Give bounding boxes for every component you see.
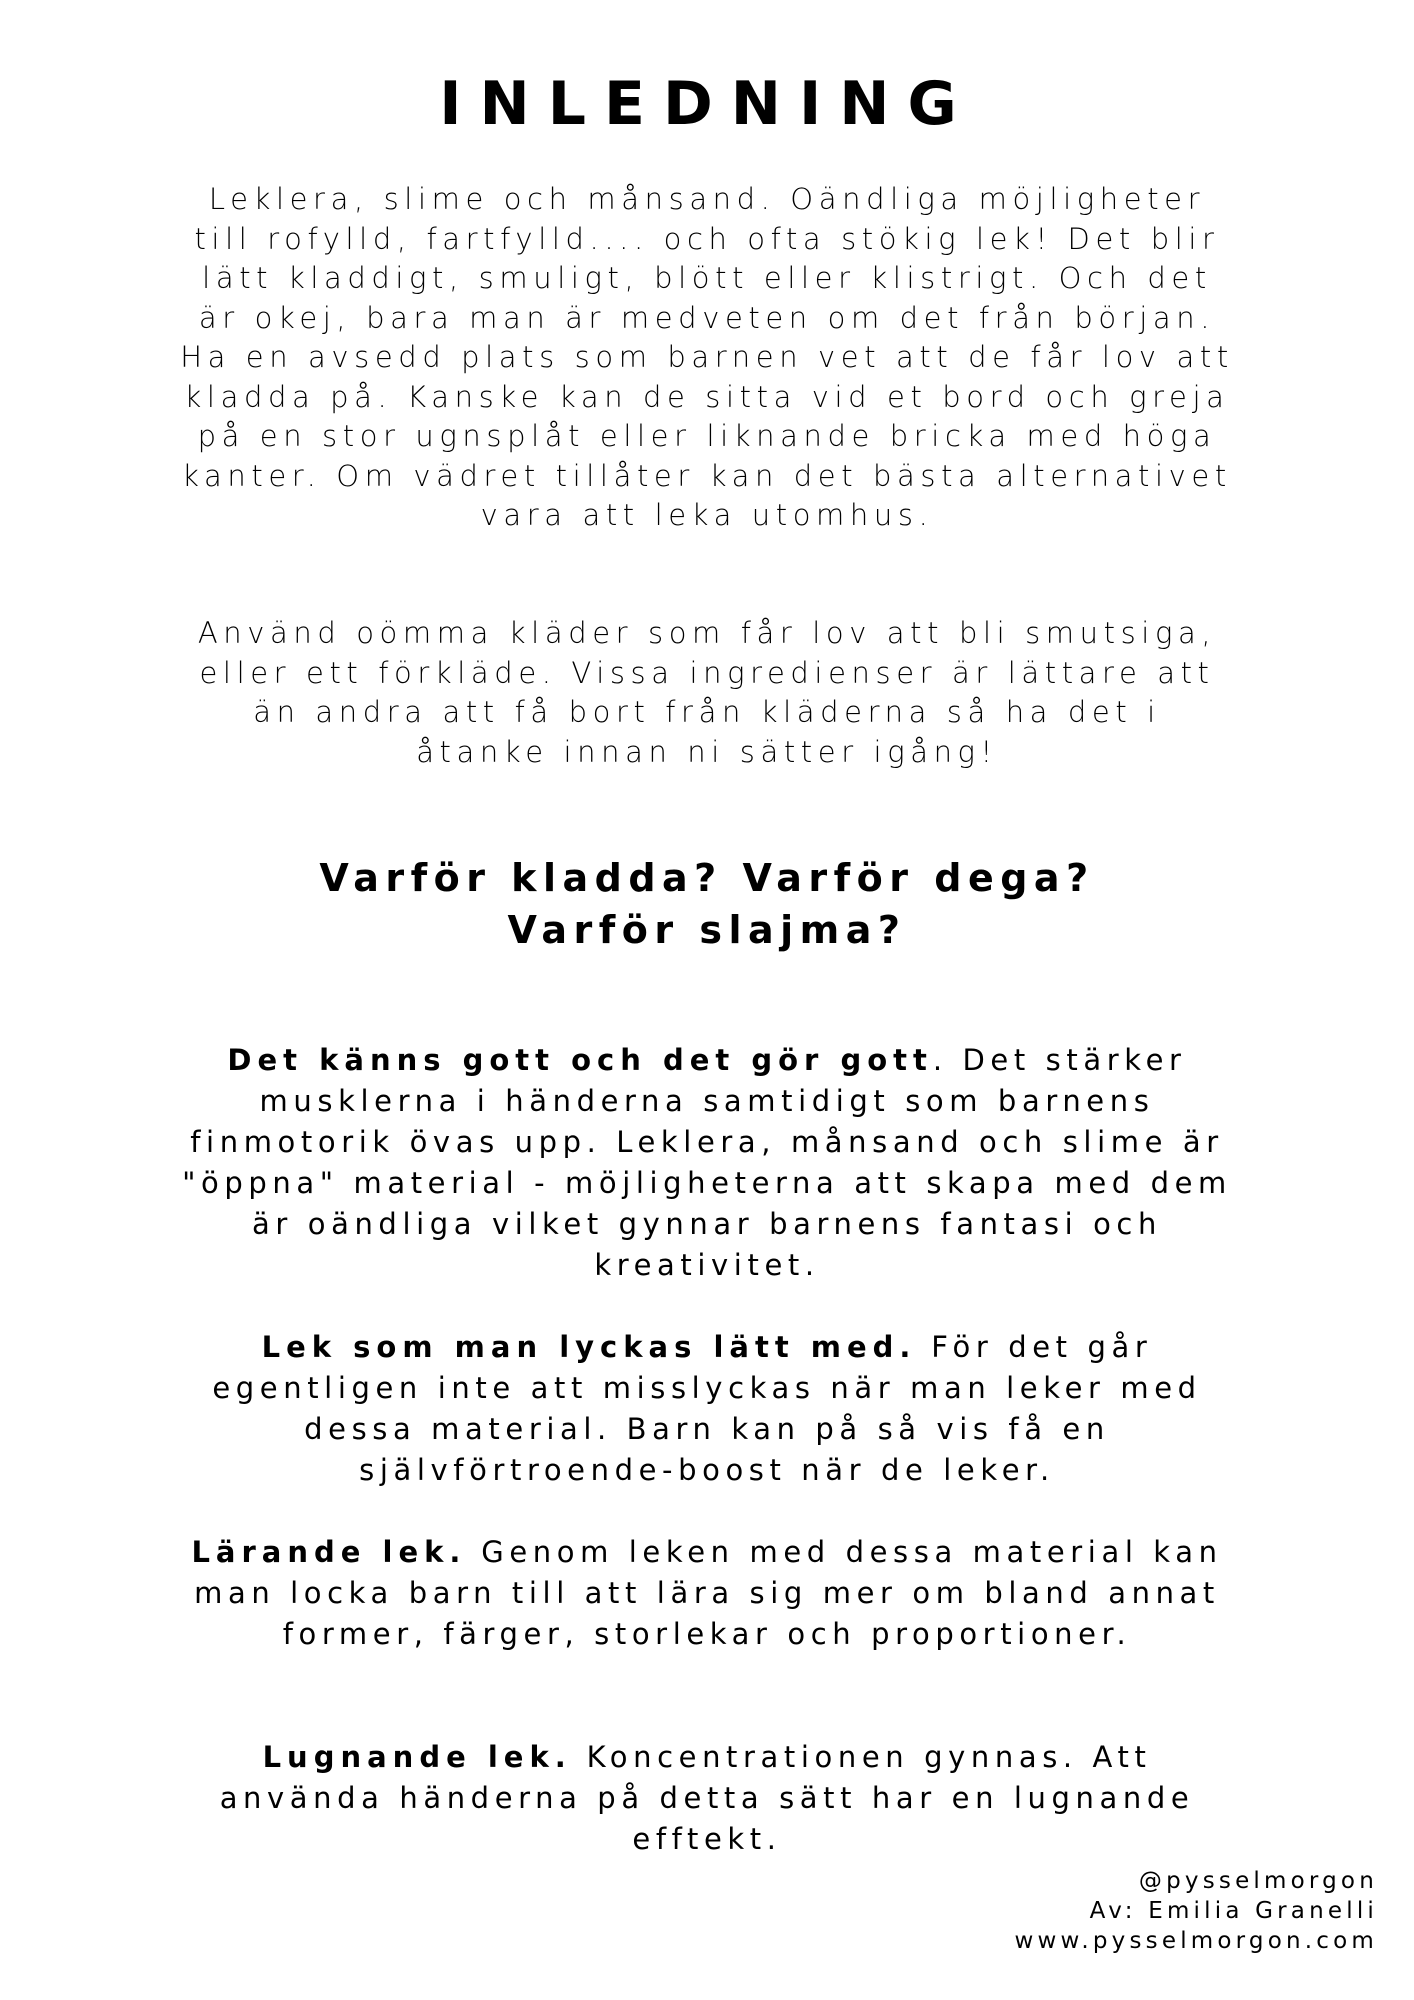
benefit-paragraph-2 xyxy=(180,1327,1234,1491)
benefit-lead: Lek som man lyckas lätt med. xyxy=(261,1330,917,1364)
benefit-lead: Lugnande lek. xyxy=(262,1740,572,1774)
intro-paragraph-2: Använd oömma kläder som får lov att bli smutsiga, eller ett förkläde. Vissa ingredienser är lättare att än andra att få bort från kläderna så ha det i åtanke innan ni sätter igång! xyxy=(197,616,1217,769)
benefit-paragraph-4 xyxy=(180,1737,1234,1860)
page-title: INLEDNING xyxy=(439,69,975,139)
benefit-text: För det går egentligen inte att misslyckas när man leker med dessa material. Barn kan på så vis få en självförtroende-boost när de leker. xyxy=(212,1330,1202,1487)
subheading-line-1: Varför kladda? Varför dega? xyxy=(319,856,1095,900)
footer-handle: @pysselmorgon xyxy=(1138,1868,1378,1894)
benefit-text: . Det stärker musklerna i händerna samtidigt som barnens finmotorik övas upp. Leklera, månsand och slime är "öppna" material - möjligheterna att skapa med dem är oändliga vilket gynnar barnens fantasi och kreativitet. xyxy=(182,1043,1232,1282)
section-subheading xyxy=(180,852,1234,956)
benefit-text: Genom leken med dessa material kan man locka barn till att lära sig mer om bland annat former, färger, storlekar och proportioner. xyxy=(194,1535,1223,1651)
footer-website: www.pysselmorgon.com xyxy=(1014,1928,1378,1954)
benefit-paragraph-1 xyxy=(180,1040,1234,1286)
benefit-text: Koncentrationen gynnas. Att använda händerna på detta sätt har en lugnande efftekt. xyxy=(219,1740,1195,1856)
subheading-line-2: Varför slajma? xyxy=(507,908,907,952)
benefit-lead: Det känns gott och det gör gott xyxy=(227,1043,933,1077)
footer-credits xyxy=(1014,1866,1378,1956)
benefit-paragraph-3 xyxy=(180,1532,1234,1655)
benefit-lead: Lärande lek. xyxy=(191,1535,467,1569)
footer-author: Av: Emilia Granelli xyxy=(1089,1898,1378,1924)
intro-paragraph-1: Leklera, slime och månsand. Oändliga möjligheter till rofylld, fartfylld.... och ofta stökig lek! Det blir lätt kladdigt, smuligt, blött eller klistrigt. Och det är okej, bara man är medveten om det från början. Ha en avsedd plats som barnen vet att de får lov att kladda på. Kanske kan de sitta vid et bord och greja på en stor ugnsplåt eller liknande bricka med höga kanter. Om vädret tillåter kan det bästa alternativet vara att leka utomhus. xyxy=(180,182,1234,532)
